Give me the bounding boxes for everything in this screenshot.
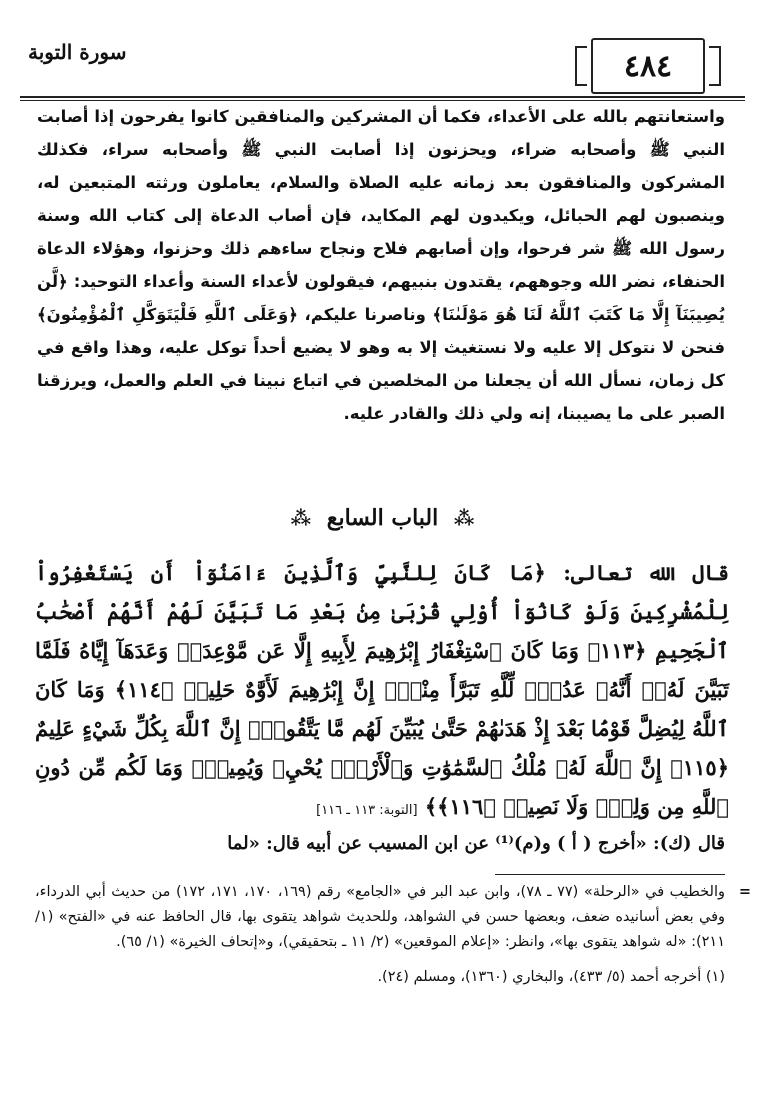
quran-verse-block xyxy=(35,553,729,830)
footnote-separator xyxy=(495,874,725,875)
footnote-continuation-text: والخطيب في «الرحلة» (٧٧ ـ ٧٨)، وابن عبد البر في «الجامع» رقم (١٦٩، ١٧٠، ١٧١، ١٧٢) من حديث أبي الدرداء، وفي بعض أسانيده ضعف، وبعضها حسن في الشواهد، وللحديث شواهد يتقوى بها، قال الحافظ عنه في «الفتح» (١/ ٢١١): «له شواهد يتقوى بها»، وانظر: «إعلام الموقعين» (٢/ ١١ ـ بتحقيقي)، و«إتحاف الخيرة» (١/ ٦٥). xyxy=(35,884,725,950)
ornament-left-icon: ⁂ xyxy=(290,506,312,530)
verse-reference: [التوبة: ١١٣ ـ ١١٦] xyxy=(316,803,418,818)
page-header xyxy=(20,30,745,100)
footnote-continuation xyxy=(35,880,751,955)
body-paragraph: واستعانتهم بالله على الأعداء، فكما أن المشركين والمنافقين كانوا يفرحون إذا أصابت النبي ﷺ وأصحابه ضراء، ويحزنون إذا أصابت النبي ﷺ وأصحابه سراء، فكذلك المشركون والمنافقون بعد زمانه عليه الصلاة والسلام، يعاملون ورثته المتبعين له، وينصبون لهم الحبائل، ويكيدون لهم المكايد، فإن أصاب الدعاة إلى كتاب الله وسنة رسول الله ﷺ شر فرحوا، وإن أصابهم فلاح ونجاح ساءهم ذلك وحزنوا، وهؤلاء الدعاة الحنفاء، نضر الله وجوههم، يقتدون بنبيهم، فيقولون لأعداء السنة وأعداء التوحيد: ﴿لَّن يُصِيبَنَآ إِلَّا مَا كَتَبَ ٱللَّهُ لَنَا هُوَ مَوْلَىٰنَا﴾ وناصرنا عليكم، ﴿وَعَلَى ٱللَّهِ فَلْيَتَوَكَّلِ ٱلْمُؤْمِنُونَ﴾ فنحن لا نتوكل إلا عليه ولا نستغيث إلا به وهو لا يضيع أحداً توكل عليه، وهذا واقع في كل زمان، نسأل الله أن يجعلنا من المخلصين في اتباع نبينا في العلم والعمل، ويرزقنا الصبر على ما يصيبنا، إنه ولي ذلك والقادر عليه. xyxy=(37,107,725,423)
surah-name: سورة التوبة xyxy=(28,40,127,64)
chapter-heading xyxy=(0,505,765,531)
ornament-right-icon: ⁂ xyxy=(453,506,475,530)
chapter-title: الباب السابع xyxy=(326,505,439,531)
footnote-1: (١) أخرجه أحمد (٥/ ٤٣٣)، والبخاري (١٣٦٠)، ومسلم (٢٤). xyxy=(377,969,725,985)
page-number-box xyxy=(591,38,705,94)
hadith-intro: قال (ك): «أخرج ( أ ) و(م)⁽¹⁾ عن ابن المسيب عن أبيه قال: «لما xyxy=(227,833,725,854)
footnotes xyxy=(35,880,751,990)
header-rule xyxy=(20,96,745,98)
verse-text: قال الله تعالى: ﴿مَا كَانَ لِلنَّبِيِّ وَٱلَّذِينَ ءَامَنُوٓاْ أَن يَسْتَغْفِرُواْ لِلْمُشْرِكِينَ وَلَوْ كَانُوٓاْ أُوْلِي قُرْبَىٰ مِنۢ بَعْدِ مَا تَبَيَّنَ لَهُمْ أَنَّهُمْ أَصْحَٰبُ ٱلْجَحِيمِ ﴿١١٣﴾ وَمَا كَانَ ٱسْتِغْفَارُ إِبْرَٰهِيمَ لِأَبِيهِ إِلَّا عَن مَّوْعِدَةٖ وَعَدَهَآ إِيَّاهُ فَلَمَّا تَبَيَّنَ لَهُۥٓ أَنَّهُۥ عَدُوّٞ لِّلَّهِ تَبَرَّأَ مِنْهُۚ إِنَّ إِبْرَٰهِيمَ لَأَوَّٰهٌ حَلِيمٞ ﴿١١٤﴾ وَمَا كَانَ ٱللَّهُ لِيُضِلَّ قَوْمَۢا بَعْدَ إِذْ هَدَىٰهُمْ حَتَّىٰ يُبَيِّنَ لَهُم مَّا يَتَّقُونَۚ إِنَّ ٱللَّهَ بِكُلِّ شَيْءٍ عَلِيمٌ ﴿١١٥﴾ إِنَّ ٱللَّهَ لَهُۥ مُلْكُ ٱلسَّمَٰوَٰتِ وَٱلْأَرْضِۖ يُحْيِۦ وَيُمِيتُۚ وَمَا لَكُم مِّن دُونِ ٱللَّهِ مِن وَلِيّٖ وَلَا نَصِيرٖ ﴿١١٦﴾﴾ xyxy=(35,560,729,819)
body-text xyxy=(37,100,725,430)
continuation-marker: = xyxy=(738,884,751,900)
page-number: ٤٨٤ xyxy=(623,48,673,84)
